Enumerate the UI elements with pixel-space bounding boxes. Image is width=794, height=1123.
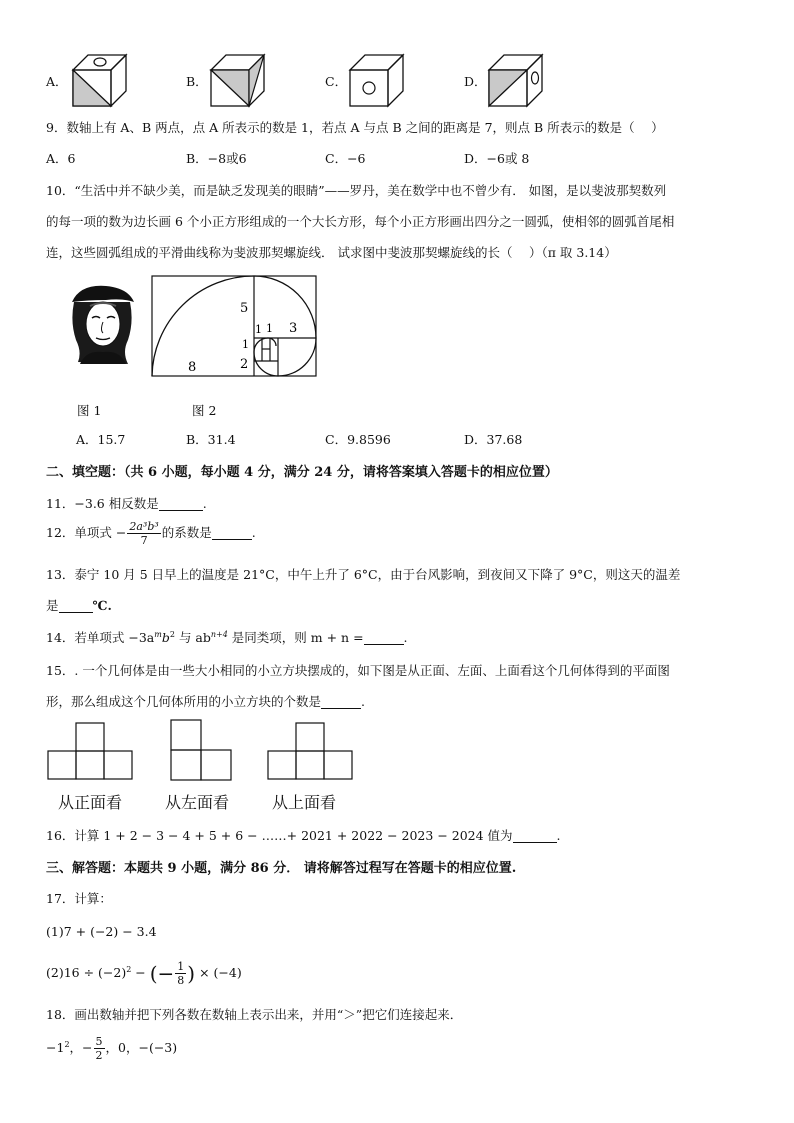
q8-option-c-label: C． [325,74,348,89]
fibonacci-spiral-figure [150,275,318,377]
q18-numerator: 5 [95,1035,103,1048]
q8-option-c-cube [347,52,407,108]
q14-exp-m: m [154,629,162,639]
q17-stem: 17．计算： [46,891,112,906]
q13-text: 是 [46,598,59,613]
q12 [46,520,256,547]
q12-text-2: 的系数是 [161,525,212,540]
q10-line-3: 连，这些圆弧组成的平滑曲线称为斐波那契螺旋线． 试求图中斐波那契螺旋线的长（ ）（π 取 3.14） [46,245,617,260]
fib-label-5: 5 [240,301,249,316]
portrait-figure [62,282,142,368]
q8-option-b-label: B． [186,74,208,89]
q14-answer-blank[interactable] [364,631,404,645]
q16-answer-blank[interactable] [513,829,557,843]
q17-part-2: $(2)16 \div (-2)^2$ − (− $\frac{1}{8}$ ) × (−4) [46,960,242,987]
fib-label-2: 2 [240,357,249,372]
top-view-caption: 从上面看 [272,793,337,812]
q8-option-d-cube [486,52,546,108]
q13-unit: ℃. [92,598,112,613]
figure-1-label: 图 1 [77,403,102,418]
q12-fraction [127,520,160,547]
q17-denominator: 8 [177,974,185,987]
q8-option-a-cube [70,52,130,108]
q18-number-1: −1 [46,1040,65,1055]
q11-text: 11．−3.6 相反数是 [46,496,159,511]
q8-option-a-label: A． [46,74,68,89]
top-view-figure [267,722,355,780]
q17-part2-minus: − [131,965,150,980]
q13-line-2 [46,596,112,614]
q15-text: 形，那么组成这个几何体所用的小立方块的个数是 [46,694,322,709]
front-view-caption: 从正面看 [58,793,123,812]
q10-line-2: 的每一项的数为边长画 6 个小正方形组成的一个大长方形，每个小正方形画出四分之一圆弧，使相邻的圆弧首尾相 [46,214,675,229]
q17-numerator: 1 [177,960,185,973]
left-view-figure [170,719,234,781]
q12-text: 12．单项式 − [46,525,127,540]
q10-option-d: D．37.68 [464,432,523,447]
q8-option-d-label: D． [464,74,487,89]
left-view-caption: 从左面看 [165,793,230,812]
q9-option-d: D．−6或 8 [464,151,530,166]
q14-text-2: 与 ab [174,630,211,645]
q17-part-1: (1)7 + (−2) − 3.4 [46,924,157,939]
q15-end: . [361,694,365,709]
q14-text: 14．若单项式 −3a [46,630,155,645]
q9-option-a: A．6 [46,151,76,166]
q17-part2-text: (2)16 ÷ (−2) [46,965,127,980]
q11-end: . [202,496,207,511]
q14-var-b: b [161,630,170,645]
q10-option-b: B．31.4 [186,432,236,447]
q17-part2-exp: 2 [126,964,132,974]
q16-text: 16．计算 1 + 2 − 3 − 4 + 5 + 6 − ……+ 2021 + 2022 − 2023 − 2024 值为 [46,828,513,843]
figure-2-label: 图 2 [192,403,217,418]
q18-fraction [94,1035,105,1062]
q14-text-3: 是同类项，则 m + n = [227,630,364,645]
q9-option-b: B．−8或6 [186,151,247,166]
q16 [46,826,561,844]
q12-numerator: 2a³b³ [129,520,159,533]
q10-line-1: 10．“生活中并不缺少美，而是缺乏发现美的眼睛”——罗丹，美在数学中也不曾少有． 如图，是以斐波那契数列 [46,183,667,198]
q18-rest: ，0，−(−3) [105,1040,178,1055]
q12-answer-blank[interactable] [212,526,252,540]
q13-answer-blank[interactable] [59,599,93,613]
q9-stem: 9．数轴上有 A、B 两点，点 A 所表示的数是 1，若点 A 与点 B 之间的距离是 7，则点 B 所表示的数是（ ） [46,120,664,135]
q18-number-1-exp: 2 [64,1039,70,1049]
q17-part2-rest: × (−4) [195,965,242,980]
fib-label-8: 8 [188,360,197,375]
q9-option-c: C．−6 [325,151,366,166]
fib-label-3: 3 [289,321,298,336]
q11 [46,494,207,512]
q14 [46,628,408,646]
q13-line-1: 13．泰宁 10 月 5 日早上的温度是 21°C，中午上升了 6°C，由于台风影响，到夜间又下降了 9°C，则这天的温差 [46,567,681,582]
q10-option-c: C．9.8596 [325,432,391,447]
q18-stem: 18．画出数轴并把下列各数在数轴上表示出来，并用“＞”把它们连接起来． [46,1007,463,1022]
q11-answer-blank[interactable] [159,497,203,511]
q18-denominator: 2 [95,1049,103,1062]
q14-exp-n4: n+4 [210,629,228,639]
q14-exp-2: 2 [169,629,175,639]
q17-fraction [175,960,186,987]
q15-line-1: 15．. 一个几何体是由一些大小相同的小立方块摆成的，如下图是从正面、左面、上面看这个几何体得到的平面图 [46,663,670,678]
fib-label-1a: 1 [255,323,262,336]
section-3-heading: 三、解答题：本题共 9 小题，满分 86 分． 请将解答过程写在答题卡的相应位置. [46,861,517,876]
q15-line-2 [46,692,365,710]
q12-end: . [251,525,256,540]
fib-label-1b: 1 [266,322,273,335]
front-view-figure [47,722,135,780]
q15-answer-blank[interactable] [321,695,361,709]
q12-denominator: 7 [140,534,148,547]
q18-numbers: $-1^2$，− $\frac{5}{2}$ ，0，−(−3) [46,1035,178,1062]
q14-end: . [403,630,408,645]
fib-label-1c: 1 [242,338,249,351]
q16-end: . [556,828,561,843]
section-2-heading: 二、填空题：（共 6 小题，每小题 4 分，满分 24 分，请将答案填入答题卡的相应位置） [46,465,558,480]
q10-option-a: A．15.7 [76,432,126,447]
q8-option-b-cube [208,52,268,108]
